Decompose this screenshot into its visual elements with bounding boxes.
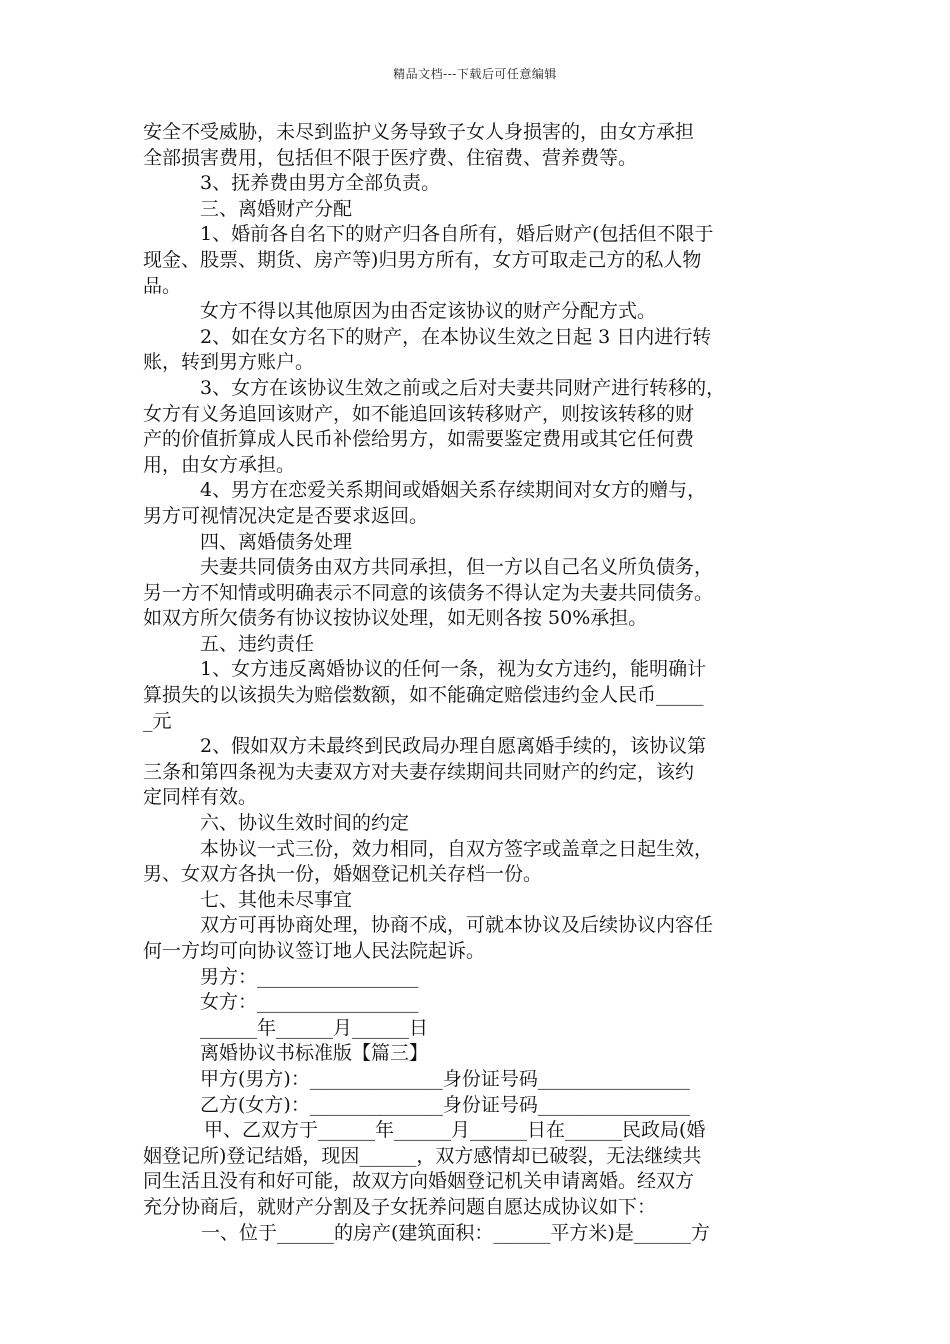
text-line: 1、女方违反离婚协议的任何一条，视为女方违约，能明确计: [200, 658, 707, 681]
text-line: 女方：_________________: [200, 991, 419, 1014]
text-line: 产的价值折算成人民币补偿给男方，如需要鉴定费用或其它任何费: [143, 428, 695, 451]
text-line: 男方可视情况决定是否要求返回。: [143, 504, 429, 527]
text-line: 2、假如双方未最终到民政局办理自愿离婚手续的，该协议第: [200, 735, 707, 758]
text-line: 现金、股票、期货、房产等)归男方所有，女方可取走己方的私人物: [143, 248, 702, 271]
text-line: 离婚协议书标准版【篇三】: [200, 1042, 429, 1065]
text-line: 男方：_________________: [200, 965, 419, 988]
text-line: 定同样有效。: [143, 786, 258, 809]
text-line: 一、位于______的房产(建筑面积：______平方米)是______方: [201, 1221, 710, 1244]
text-line: 六、协议生效时间的约定: [200, 812, 410, 835]
text-line: 全部损害费用，包括但不限于医疗费、住宿费、营养费等。: [143, 146, 638, 169]
text-line: 乙方(女方)：______________身份证号码________________: [200, 1093, 690, 1116]
text-line: 五、违约责任: [200, 632, 315, 655]
text-line: 夫妻共同债务由双方共同承担，但一方以自己名义所负债务，: [200, 556, 714, 579]
text-line: _元: [143, 709, 172, 732]
text-line: 算损失的以该损失为赔偿数额，如不能确定赔偿违约金人民币_____: [143, 684, 704, 707]
text-line: 如双方所欠债务有协议按协议处理，如无则各按 50%承担。: [143, 607, 648, 630]
text-line: 女方不得以其他原因为由否定该协议的财产分配方式。: [200, 300, 657, 323]
text-line: 安全不受威胁，未尽到监护义务导致子女人身损害的，由女方承担: [143, 121, 695, 143]
text-line: 三、离婚财产分配: [200, 197, 353, 220]
text-line: 另一方不知情或明确表示不同意的该债务不得认定为夫妻共同债务。: [143, 581, 714, 604]
text-line: 3、抚养费由男方全部负责。: [200, 172, 441, 195]
text-line: 本协议一式三份，效力相同，自双方签字或盖章之日起生效，: [200, 837, 714, 860]
text-line: 何一方均可向协议签订地人民法院起诉。: [143, 940, 486, 962]
text-line: 甲方(男方)：______________身份证号码________________: [200, 1067, 690, 1090]
text-line: 双方可再协商处理，协商不成，可就本协议及后续协议内容任: [200, 914, 714, 937]
text-line: 甲、乙双方于______年______月______日在______民政局(婚: [204, 1119, 706, 1142]
text-line: 四、离婚债务处理: [200, 530, 353, 553]
text-line: 充分协商后，就财产分割及子女抚养问题自愿达成协议如下：: [143, 1195, 657, 1218]
text-line: 男、女双方各执一份，婚姻登记机关存档一份。: [143, 863, 543, 886]
text-line: 账，转到男方账户。: [143, 351, 315, 374]
page-header: 精品文档---下载后可任意编辑: [393, 67, 557, 81]
text-line: 4、男方在恋爱关系期间或婚姻关系存续期间对女方的赠与，: [200, 479, 707, 502]
text-line: 2、如在女方名下的财产，在本协议生效之日起 3 日内进行转: [200, 325, 712, 348]
text-line: 女方有义务追回该财产，如不能追回该转移财产，则按该转移的财: [143, 402, 695, 425]
document-body: [143, 120, 811, 1246]
text-line: 1、婚前各自名下的财产归各自所有，婚后财产(包括但不限于: [200, 223, 714, 246]
text-line: 3、女方在该协议生效之前或之后对夫妻共同财产进行转移的，: [200, 376, 726, 399]
text-line: 同生活且没有和好可能，故双方向婚姻登记机关申请离婚。经双方: [143, 1170, 695, 1193]
text-line: ______年______月______日: [200, 1016, 429, 1039]
text-line: 品。: [143, 274, 182, 297]
text-line: 七、其他未尽事宜: [200, 888, 353, 911]
text-line: 姻登记所)登记结婚，现因______，双方感情却已破裂，无法继续共: [143, 1144, 702, 1167]
text-line: 用，由女方承担。: [143, 453, 296, 476]
text-line: 三条和第四条视为夫妻双方对夫妻存续期间共同财产的约定，该约: [143, 760, 695, 783]
